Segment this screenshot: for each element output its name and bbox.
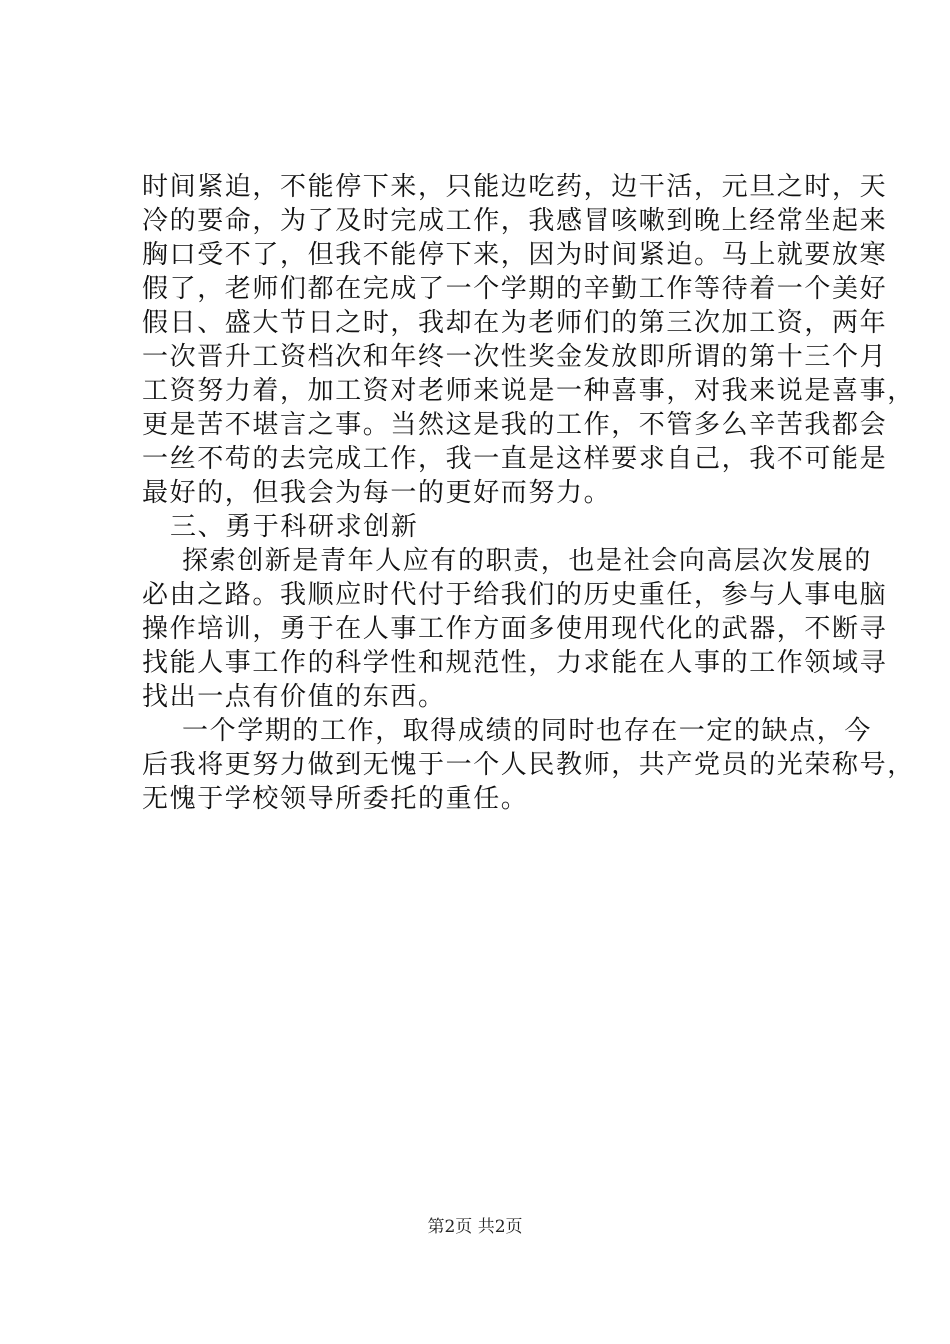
page-number-label: 第2页 共2页 (427, 1217, 523, 1237)
page-footer (0, 1216, 950, 1238)
text-line: 找出一点有价值的东西。 (142, 682, 446, 712)
text-line: 一次晋升工资档次和年终一次性奖金发放即所谓的第十三个月 (142, 342, 888, 372)
text-line: 后我将更努力做到无愧于一个人民教师，共产党员的光荣称号， (142, 750, 915, 780)
text-line: 冷的要命，为了及时完成工作，我感冒咳嗽到晚上经常坐起来 (142, 206, 888, 236)
text-line: 最好的，但我会为每一的更好而努力。 (142, 478, 612, 508)
section-heading: 三、勇于科研求创新 (170, 512, 419, 542)
text-line: 假日、盛大节日之时，我却在为老师们的第三次加工资，两年 (142, 308, 888, 338)
text-line: 更是苦不堪言之事。当然这是我的工作，不管多么辛苦我都会 (142, 410, 888, 440)
text-line: 无愧于学校领导所委托的重任。 (142, 784, 529, 814)
text-line: 操作培训，勇于在人事工作方面多使用现代化的武器，不断寻 (142, 614, 888, 644)
text-line: 胸口受不了，但我不能停下来，因为时间紧迫。马上就要放寒 (142, 240, 888, 270)
text-line: 必由之路。我顺应时代付于给我们的历史重任，参与人事电脑 (142, 580, 888, 610)
text-line: 一丝不苟的去完成工作，我一直是这样要求自己，我不可能是 (142, 444, 888, 474)
text-line: 一个学期的工作，取得成绩的同时也存在一定的缺点，今 (182, 716, 873, 746)
document-body (142, 170, 915, 816)
text-line: 探索创新是青年人应有的职责，也是社会向高层次发展的 (182, 546, 873, 576)
text-line: 找能人事工作的科学性和规范性，力求能在人事的工作领域寻 (142, 648, 888, 678)
text-line: 假了，老师们都在完成了一个学期的辛勤工作等待着一个美好 (142, 274, 888, 304)
text-line: 工资努力着，加工资对老师来说是一种喜事，对我来说是喜事， (142, 376, 915, 406)
text-line: 时间紧迫，不能停下来，只能边吃药，边干活，元旦之时，天 (142, 172, 888, 202)
